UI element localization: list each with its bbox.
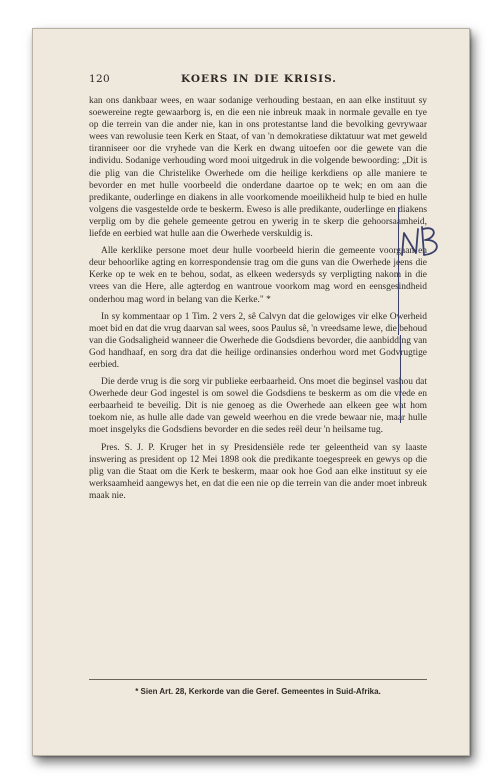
nb-annotation [396, 215, 446, 267]
footnote-rule [89, 679, 427, 680]
margin-line [400, 335, 401, 423]
page-number: 120 [89, 73, 110, 85]
body-text [89, 95, 427, 507]
paragraph: kan ons dankbaar wees, en waar sodanige verhouding bestaan, en aan elke instituut sy soewereine regte gewaarborg is, en die een nie inbreuk maak in normale gevalle en tye op die terrein van die ander nie, kan in ons protestantse land die bevolking gevrywaar wees van rewolusie teen Kerk en Staat, of van 'n demokratiese diktatuur wat met geweld tiranniseer oor die vryhede van die Kerk en dwang uitoefen oor die gewete van die individu. Sodanige verhouding word mooi uitgedruk in die volgende bewoording: „Dit is die plig van die Christelike Owerhede om die heilige kerkdiens op alle maniere te bevorder en met hulle voorbeeld die onderdane daartoe op te wek; en om aan die predikante, ouderlinge en diakens in alle voorkomende moeilikheid hulp te bied en hulle volgens die vasgestelde orde te beskerm. Eweso is alle predikante, ouderlinge en diakens verplig om by die gehele gemeente getrou en ywerig in te skerp die gehoorsaamheid, liefde en eerbied wat hulle aan die Owerhede verskuldig is. [89, 96, 427, 240]
paragraph: In sy kommentaar op 1 Tim. 2 vers 2, sê Calvyn dat die gelowiges vir elke Owerheid moet bid en dat die vrug daarvan sal wees, soos Paulus sê, 'n vreedsame lewe, die behoud van die Godsaligheid wanneer die Owerhede die Godsdiens bevorder, die aanbidding van God handhaaf, en sorg dra dat die heilige ordinansies onderhou word met Godvrugtige eerbied. [89, 311, 427, 370]
paragraph: Die derde vrug is die sorg vir publieke eerbaarheid. Ons moet die beginsel vashou dat Owerhede deur God ingestel is om sowel die Godsdiens te beskerm as om die vrede en eerbaarheid te beveilig. Dit is nie genoeg as die Owerhede aan elkeen gee wat hom toekom nie, as hulle alle dade van geweld weerhou en die vrede bewaar nie, maar hulle moet insgelyks die Godsdiens bevorder en die sedes reël deur 'n heilsame tug. [89, 377, 427, 436]
paragraph: Pres. S. J. P. Kruger het in sy Presidensiële rede ter geleentheid van sy laaste inswering as president op 12 Mei 1898 ook die predikante toegespreek en gewys op die plig van die Staat om die Kerk te beskerm, maar ook hoe God aan elke instituut sy eie werksaamheid aangewys het, en dat die een nie op die terrein van die ander moet inbreuk maak nie. [89, 442, 427, 501]
footnote: * Sien Art. 28, Kerkorde van die Geref. Gemeentes in Suid-Afrika. [135, 687, 381, 696]
running-title: KOERS IN DIE KRISIS. [181, 73, 337, 85]
paragraph: Alle kerklike persone moet deur hulle voorbeeld hierin die gemeente voorgaan en deur behoorlike agting en korrespondensie trag om die guns van die Owerhede jeens die Kerke op te wek en te behou, sodat, as elkeen wedersyds sy verpligting nakom in die vrees van die Here, alle agterdog en wantroue voorkom mag word en eensgesindheid onderhou mag word in belang van die Kerke." * [89, 246, 427, 305]
page-header [89, 73, 429, 89]
book-page [32, 28, 470, 756]
